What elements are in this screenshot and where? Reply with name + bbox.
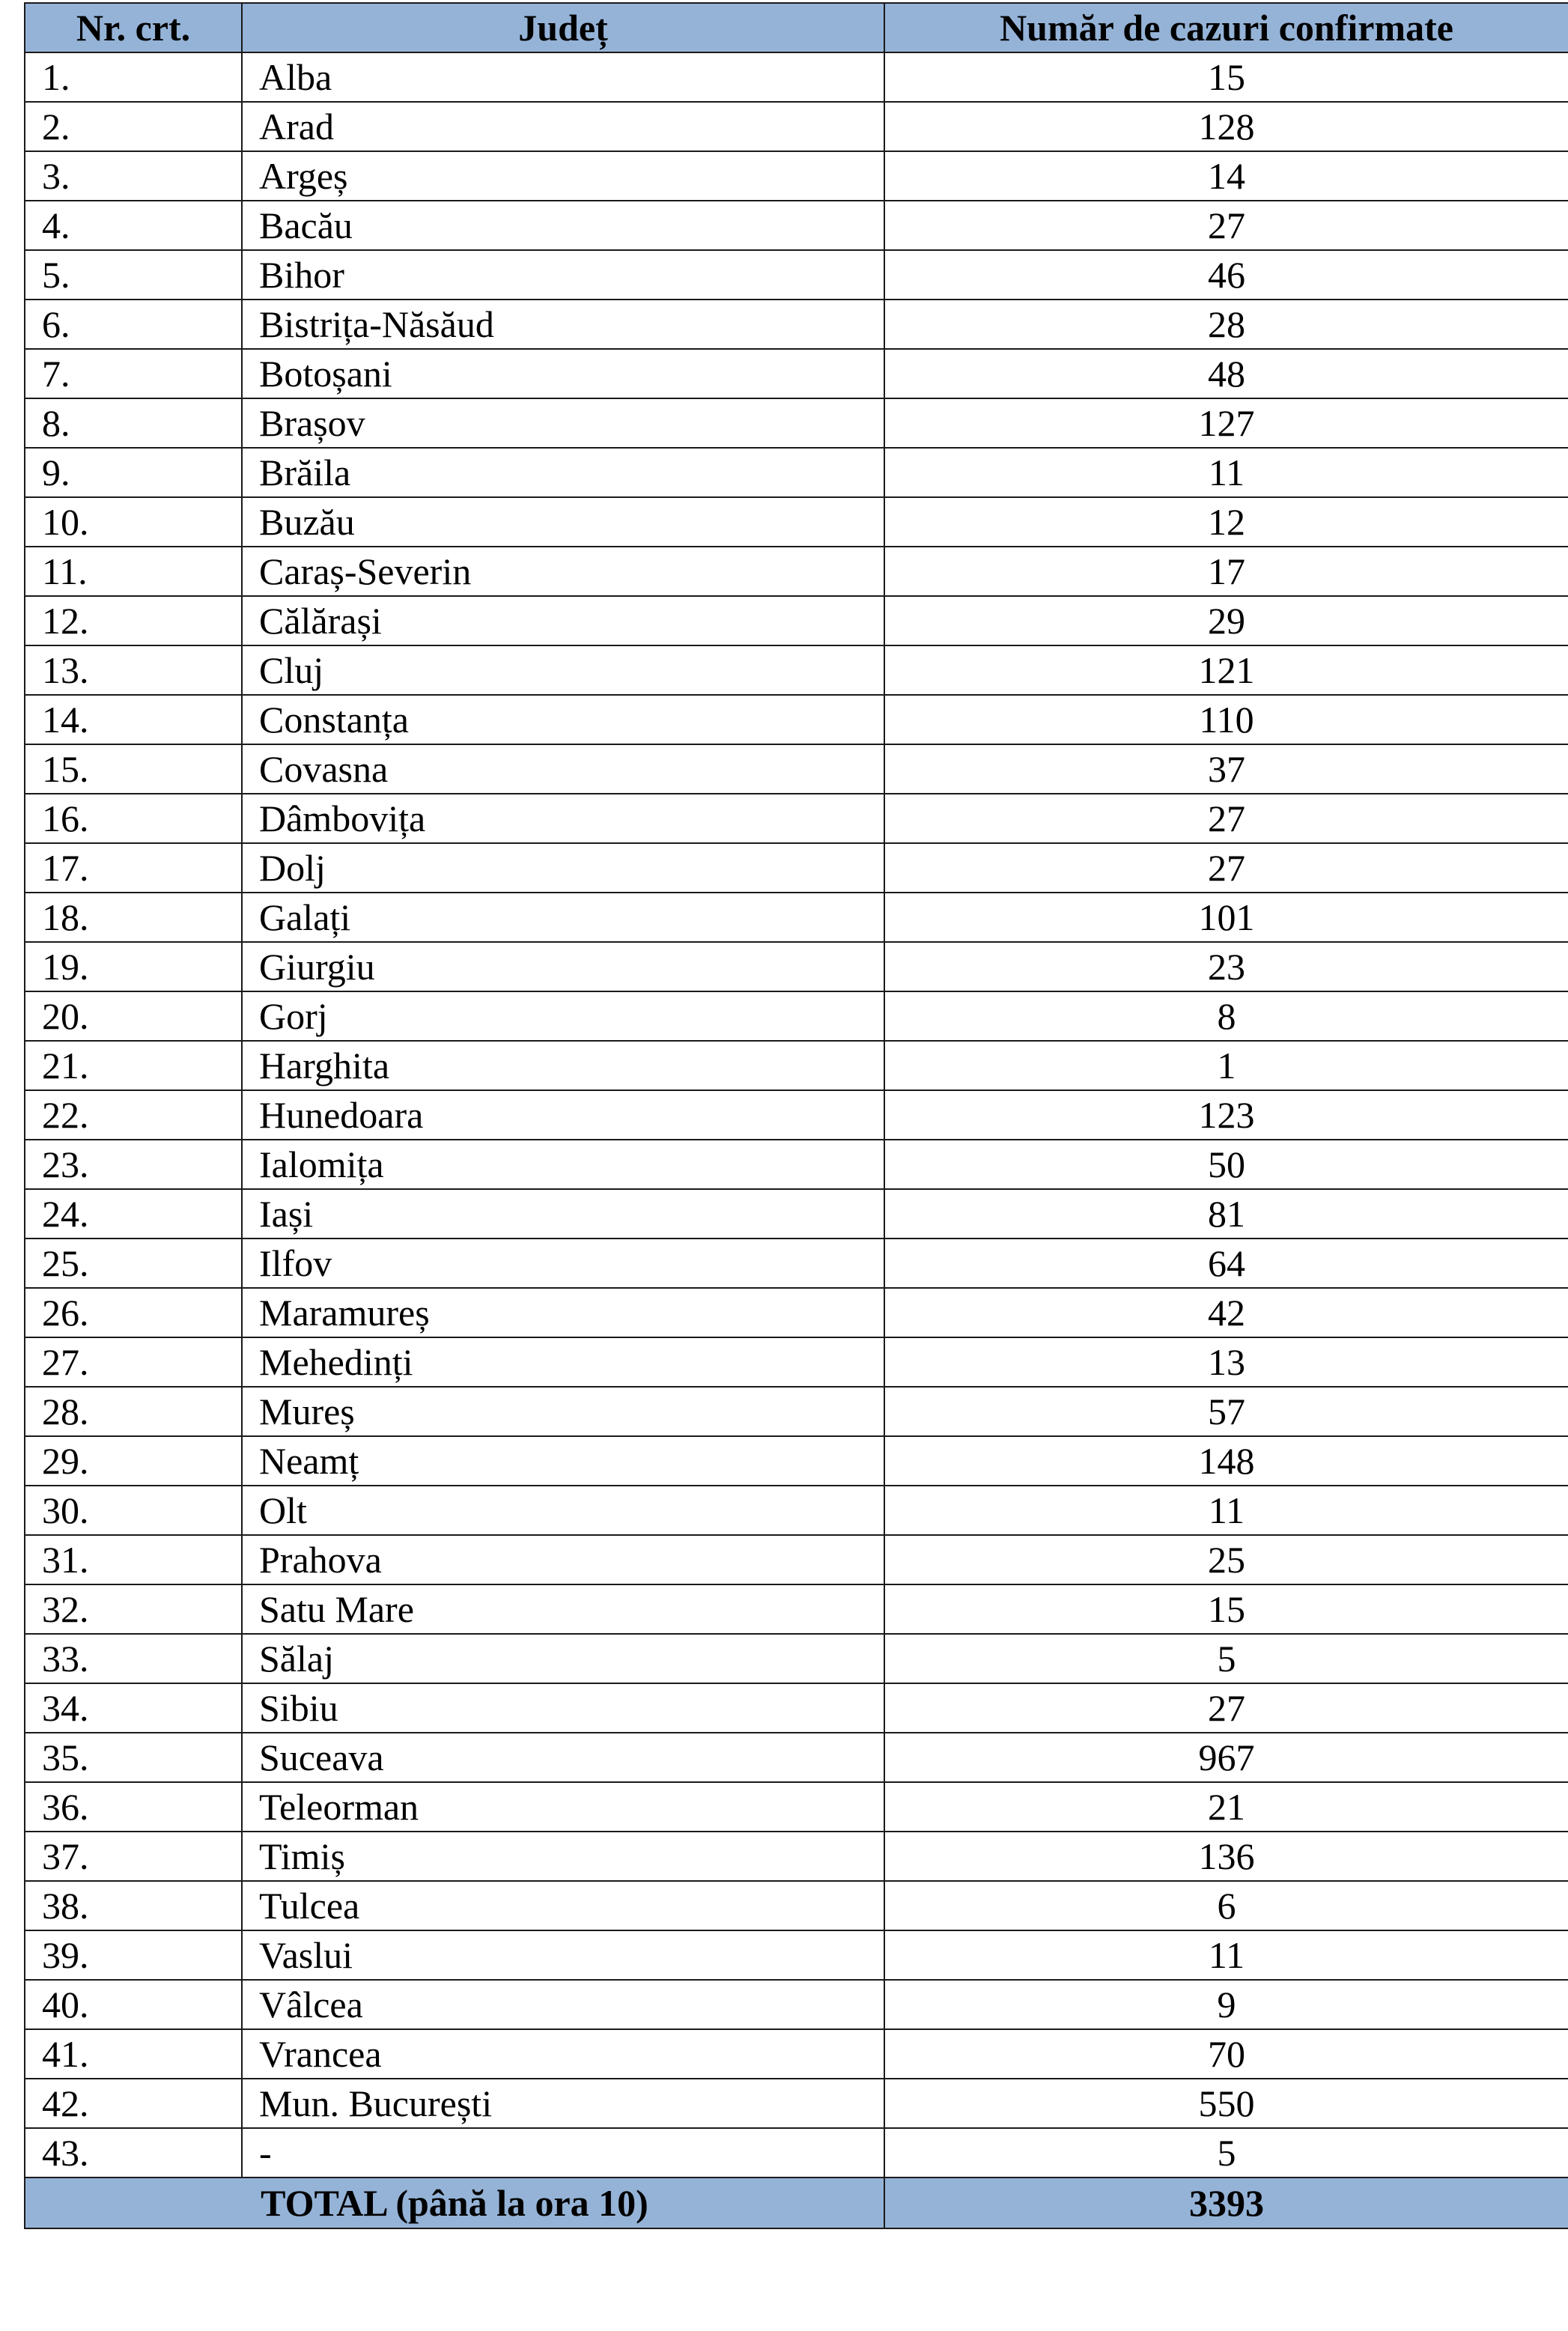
row-number-cell: 27. <box>25 1337 242 1387</box>
row-number-cell: 5. <box>25 250 242 300</box>
county-name-cell: Brăila <box>242 448 884 497</box>
confirmed-cases-cell: 5 <box>884 2128 1568 2177</box>
row-number-cell: 43. <box>25 2128 242 2177</box>
row-number-cell: 14. <box>25 695 242 744</box>
row-number-cell: 15. <box>25 744 242 794</box>
county-name-cell: Mureș <box>242 1387 884 1436</box>
table-row <box>25 1239 1568 1288</box>
confirmed-cases-cell: 5 <box>884 1634 1568 1683</box>
row-number-cell: 35. <box>25 1733 242 1782</box>
row-number-cell: 24. <box>25 1189 242 1239</box>
table-row <box>25 1090 1568 1140</box>
confirmed-cases-cell: 15 <box>884 1584 1568 1634</box>
confirmed-cases-cell: 13 <box>884 1337 1568 1387</box>
confirmed-cases-cell: 9 <box>884 1980 1568 2029</box>
table-row <box>25 1387 1568 1436</box>
confirmed-cases-cell: 127 <box>884 398 1568 448</box>
confirmed-cases-cell: 27 <box>884 201 1568 250</box>
county-name-cell: Gorj <box>242 991 884 1041</box>
county-name-cell: Sălaj <box>242 1634 884 1683</box>
header-row <box>25 3 1568 52</box>
county-name-cell: Satu Mare <box>242 1584 884 1634</box>
row-number-cell: 16. <box>25 794 242 843</box>
table-row <box>25 1436 1568 1486</box>
county-name-cell: Botoșani <box>242 349 884 398</box>
row-number-cell: 2. <box>25 102 242 151</box>
county-name-cell: Vrancea <box>242 2029 884 2079</box>
row-number-cell: 8. <box>25 398 242 448</box>
confirmed-cases-cell: 57 <box>884 1387 1568 1436</box>
confirmed-cases-cell: 1 <box>884 1041 1568 1090</box>
county-name-cell: Bihor <box>242 250 884 300</box>
row-number-cell: 41. <box>25 2029 242 2079</box>
row-number-cell: 38. <box>25 1881 242 1930</box>
confirmed-cases-cell: 11 <box>884 1930 1568 1980</box>
confirmed-cases-cell: 11 <box>884 1486 1568 1535</box>
county-name-cell: Constanța <box>242 695 884 744</box>
table-row <box>25 1584 1568 1634</box>
county-name-cell: Hunedoara <box>242 1090 884 1140</box>
row-number-cell: 23. <box>25 1140 242 1189</box>
row-number-cell: 6. <box>25 300 242 349</box>
county-name-cell: Iași <box>242 1189 884 1239</box>
confirmed-cases-cell: 50 <box>884 1140 1568 1189</box>
confirmed-cases-cell: 27 <box>884 843 1568 893</box>
row-number-cell: 26. <box>25 1288 242 1337</box>
total-value: 3393 <box>884 2177 1568 2228</box>
row-number-cell: 10. <box>25 497 242 547</box>
confirmed-cases-cell: 37 <box>884 744 1568 794</box>
table-row <box>25 1189 1568 1239</box>
table-row <box>25 1881 1568 1930</box>
county-name-cell: Dâmbovița <box>242 794 884 843</box>
table-row <box>25 843 1568 893</box>
table-row <box>25 1832 1568 1881</box>
county-name-cell: Argeș <box>242 151 884 201</box>
cases-by-county-table <box>24 2 1568 2229</box>
county-name-cell: Alba <box>242 52 884 102</box>
row-number-cell: 36. <box>25 1782 242 1832</box>
row-number-cell: 22. <box>25 1090 242 1140</box>
table-row <box>25 893 1568 942</box>
confirmed-cases-cell: 70 <box>884 2029 1568 2079</box>
confirmed-cases-cell: 42 <box>884 1288 1568 1337</box>
county-name-cell: Cluj <box>242 645 884 695</box>
confirmed-cases-cell: 28 <box>884 300 1568 349</box>
confirmed-cases-cell: 14 <box>884 151 1568 201</box>
county-name-cell: Suceava <box>242 1733 884 1782</box>
row-number-cell: 11. <box>25 547 242 596</box>
table-row <box>25 52 1568 102</box>
table-row <box>25 250 1568 300</box>
county-name-cell: Mehedinți <box>242 1337 884 1387</box>
county-name-cell: Covasna <box>242 744 884 794</box>
confirmed-cases-cell: 46 <box>884 250 1568 300</box>
confirmed-cases-cell: 17 <box>884 547 1568 596</box>
confirmed-cases-cell: 121 <box>884 645 1568 695</box>
confirmed-cases-cell: 11 <box>884 448 1568 497</box>
table-row <box>25 1733 1568 1782</box>
confirmed-cases-cell: 123 <box>884 1090 1568 1140</box>
table-footer <box>25 2177 1568 2228</box>
confirmed-cases-cell: 12 <box>884 497 1568 547</box>
row-number-cell: 20. <box>25 991 242 1041</box>
row-number-cell: 40. <box>25 1980 242 2029</box>
county-name-cell: Ilfov <box>242 1239 884 1288</box>
table-row <box>25 1140 1568 1189</box>
row-number-cell: 4. <box>25 201 242 250</box>
table-row <box>25 1782 1568 1832</box>
row-number-cell: 34. <box>25 1683 242 1733</box>
row-number-cell: 42. <box>25 2079 242 2128</box>
table-row <box>25 1486 1568 1535</box>
confirmed-cases-cell: 29 <box>884 596 1568 645</box>
confirmed-cases-cell: 110 <box>884 695 1568 744</box>
row-number-cell: 33. <box>25 1634 242 1683</box>
table-row <box>25 1337 1568 1387</box>
county-name-cell: Ialomița <box>242 1140 884 1189</box>
table-row <box>25 1683 1568 1733</box>
table-body <box>25 52 1568 2177</box>
table-row <box>25 300 1568 349</box>
table-row <box>25 596 1568 645</box>
county-name-cell: - <box>242 2128 884 2177</box>
county-name-cell: Vâlcea <box>242 1980 884 2029</box>
county-name-cell: Timiș <box>242 1832 884 1881</box>
header-judet: Județ <box>242 3 884 52</box>
row-number-cell: 9. <box>25 448 242 497</box>
table-row <box>25 2029 1568 2079</box>
table-row <box>25 201 1568 250</box>
county-name-cell: Arad <box>242 102 884 151</box>
table-row <box>25 349 1568 398</box>
header-cazuri: Număr de cazuri confirmate <box>884 3 1568 52</box>
confirmed-cases-cell: 27 <box>884 794 1568 843</box>
table-row <box>25 497 1568 547</box>
table-row <box>25 794 1568 843</box>
table-header <box>25 3 1568 52</box>
row-number-cell: 30. <box>25 1486 242 1535</box>
confirmed-cases-cell: 21 <box>884 1782 1568 1832</box>
row-number-cell: 39. <box>25 1930 242 1980</box>
table-row <box>25 398 1568 448</box>
table-row <box>25 942 1568 991</box>
county-name-cell: Bistrița-Năsăud <box>242 300 884 349</box>
row-number-cell: 13. <box>25 645 242 695</box>
confirmed-cases-cell: 128 <box>884 102 1568 151</box>
table-row <box>25 1288 1568 1337</box>
total-row <box>25 2177 1568 2228</box>
county-name-cell: Călărași <box>242 596 884 645</box>
row-number-cell: 7. <box>25 349 242 398</box>
confirmed-cases-cell: 25 <box>884 1535 1568 1584</box>
confirmed-cases-cell: 136 <box>884 1832 1568 1881</box>
county-name-cell: Mun. București <box>242 2079 884 2128</box>
county-name-cell: Dolj <box>242 843 884 893</box>
confirmed-cases-cell: 23 <box>884 942 1568 991</box>
row-number-cell: 12. <box>25 596 242 645</box>
county-name-cell: Maramureș <box>242 1288 884 1337</box>
table-row <box>25 1535 1568 1584</box>
county-name-cell: Harghita <box>242 1041 884 1090</box>
confirmed-cases-cell: 8 <box>884 991 1568 1041</box>
header-nr-crt: Nr. crt. <box>25 3 242 52</box>
table-row <box>25 102 1568 151</box>
county-name-cell: Prahova <box>242 1535 884 1584</box>
county-name-cell: Buzău <box>242 497 884 547</box>
county-name-cell: Galați <box>242 893 884 942</box>
county-name-cell: Bacău <box>242 201 884 250</box>
table-row <box>25 547 1568 596</box>
confirmed-cases-cell: 64 <box>884 1239 1568 1288</box>
confirmed-cases-cell: 27 <box>884 1683 1568 1733</box>
table-row <box>25 1634 1568 1683</box>
confirmed-cases-cell: 550 <box>884 2079 1568 2128</box>
row-number-cell: 31. <box>25 1535 242 1584</box>
row-number-cell: 19. <box>25 942 242 991</box>
row-number-cell: 25. <box>25 1239 242 1288</box>
confirmed-cases-cell: 48 <box>884 349 1568 398</box>
confirmed-cases-cell: 148 <box>884 1436 1568 1486</box>
county-name-cell: Sibiu <box>242 1683 884 1733</box>
table-row <box>25 448 1568 497</box>
row-number-cell: 18. <box>25 893 242 942</box>
table-row <box>25 2128 1568 2177</box>
row-number-cell: 28. <box>25 1387 242 1436</box>
county-name-cell: Brașov <box>242 398 884 448</box>
table-row <box>25 1041 1568 1090</box>
row-number-cell: 1. <box>25 52 242 102</box>
row-number-cell: 21. <box>25 1041 242 1090</box>
county-name-cell: Teleorman <box>242 1782 884 1832</box>
county-name-cell: Tulcea <box>242 1881 884 1930</box>
row-number-cell: 3. <box>25 151 242 201</box>
table-row <box>25 2079 1568 2128</box>
county-name-cell: Neamț <box>242 1436 884 1486</box>
total-label: TOTAL (până la ora 10) <box>25 2177 884 2228</box>
county-name-cell: Caraș-Severin <box>242 547 884 596</box>
confirmed-cases-cell: 101 <box>884 893 1568 942</box>
confirmed-cases-cell: 81 <box>884 1189 1568 1239</box>
table-row <box>25 1980 1568 2029</box>
county-name-cell: Giurgiu <box>242 942 884 991</box>
row-number-cell: 17. <box>25 843 242 893</box>
table-row <box>25 991 1568 1041</box>
county-name-cell: Vaslui <box>242 1930 884 1980</box>
table-row <box>25 1930 1568 1980</box>
row-number-cell: 37. <box>25 1832 242 1881</box>
table-row <box>25 151 1568 201</box>
confirmed-cases-cell: 967 <box>884 1733 1568 1782</box>
table-row <box>25 645 1568 695</box>
row-number-cell: 29. <box>25 1436 242 1486</box>
table-row <box>25 744 1568 794</box>
table-row <box>25 695 1568 744</box>
confirmed-cases-cell: 6 <box>884 1881 1568 1930</box>
county-name-cell: Olt <box>242 1486 884 1535</box>
row-number-cell: 32. <box>25 1584 242 1634</box>
confirmed-cases-cell: 15 <box>884 52 1568 102</box>
